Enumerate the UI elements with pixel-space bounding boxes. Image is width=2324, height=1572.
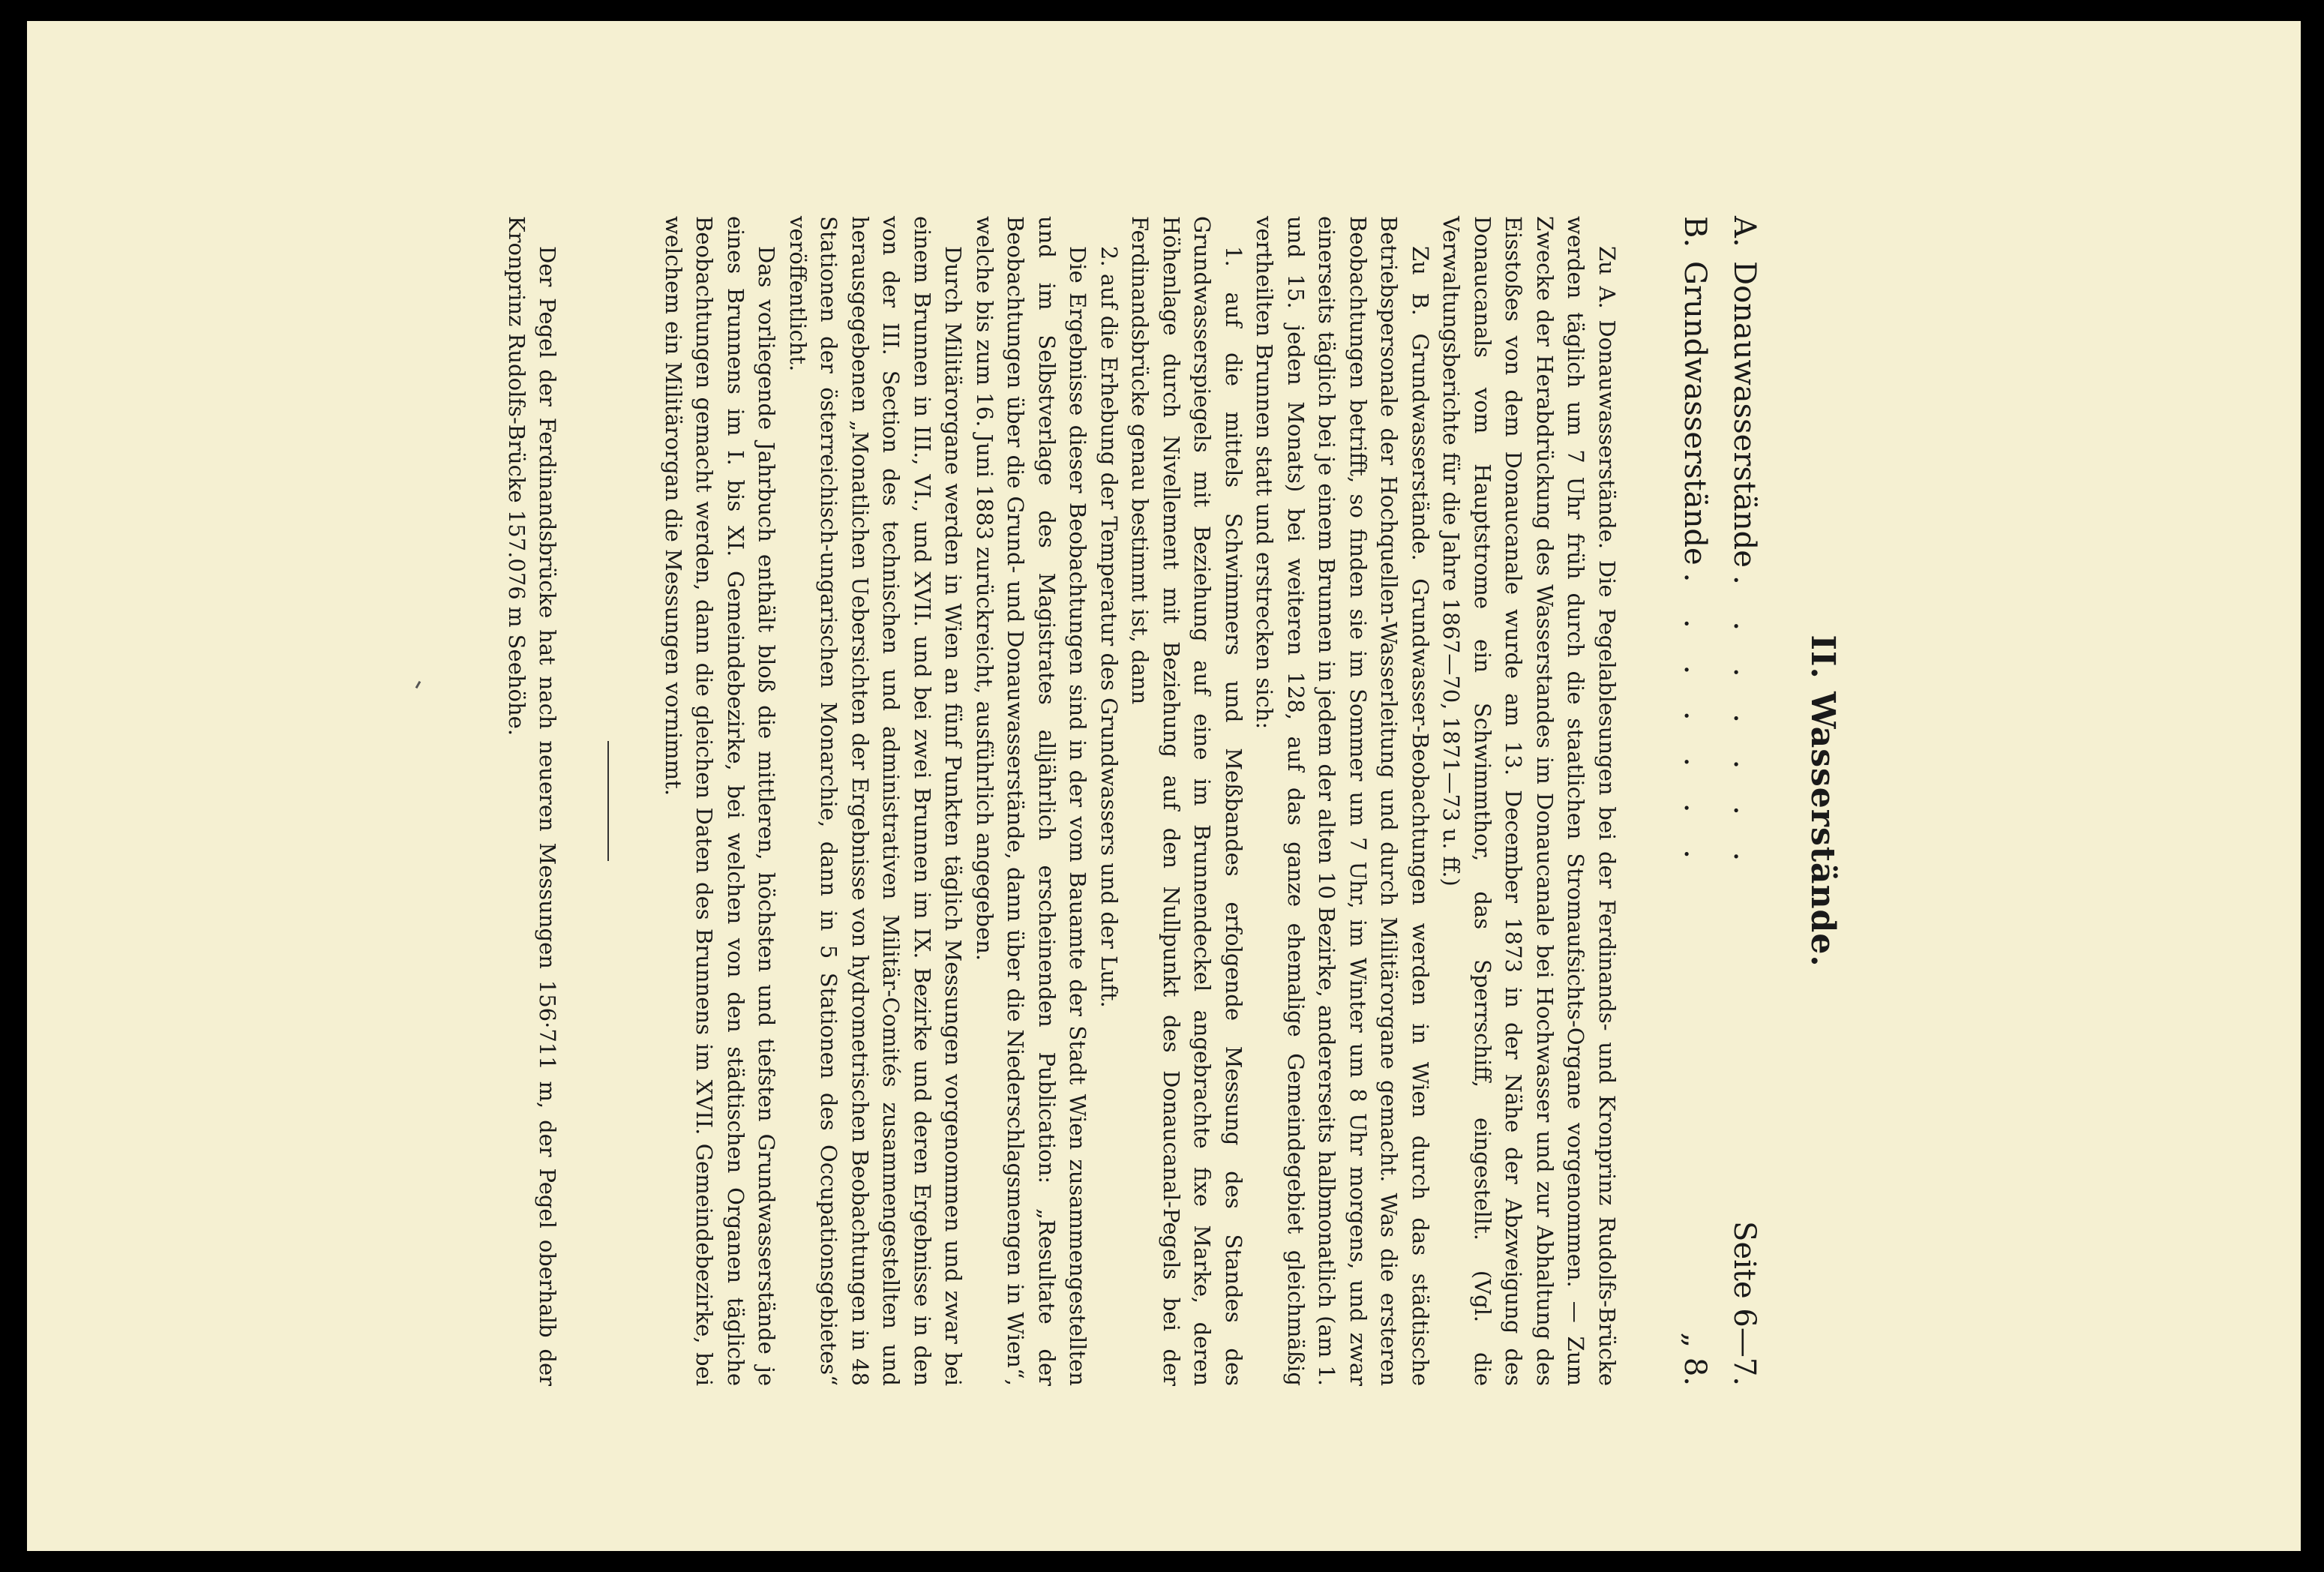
- toc-letter: A.: [1727, 216, 1762, 248]
- toc-title: Donauwasserstände: [1727, 261, 1762, 568]
- toc-dots: . . . . . . .: [1678, 572, 1712, 872]
- toc-page: Seite 6—7.: [1727, 1221, 1762, 1386]
- toc-entry: [1670, 216, 1720, 1386]
- toc-dots: . . . . . . .: [1727, 574, 1762, 875]
- toc-entry: [1720, 216, 1769, 1386]
- paragraph: Zu B. Grundwasserstände. Grundwasser-Beobachtungen werden in Wien durch das städtische Betriebspersonale der Hochquellen-Wasserleitung und durch Militärorgane gemacht. Was die ersteren Beobachtungen betrifft, so finden sie im Sommer um 7 Uhr, im Winter um 8 Uhr morgens, und zwar einerseits täglich bei je einem Brunnen in jedem der alten 10 Bezirke, andererseits halbmonatlich (am 1. und 15. jeden Monats) bei weiteren 128, auf das ganze ehemalige Gemeindegebiet gleichmäßig vertheilten Brunnen statt und erstrecken sich:: [1252, 216, 1433, 1386]
- pencil-mark: [415, 681, 421, 688]
- paragraph: Zu A. Donauwasserstände. Die Pegelablesungen bei der Ferdinands- und Kronprinz Rudolfs-Brücke werden täglich um 7 Uhr früh durch die staatlichen Stromaufsichts-Organe vorgenommen. — Zum Zwecke der Herabdrückung des Wasserstandes im Donaucanale bei Hochwasser und zur Abhaltung des Eisstoßes von dem Donaucanale wurde am 13. December 1873 in der Nähe der Abzweigung des Donaucanals vom Hauptstrome ein Schwimmthor, das Sperrschiff, eingestellt. (Vgl. die Verwaltungsberichte für die Jahre 1867—70, 1871—73 u. ff.): [1438, 216, 1620, 1386]
- list-item: 1. auf die mittels Schwimmers und Meßbandes erfolgende Messung des Standes des Grundwasserspiegels mit Beziehung auf eine im Brunnendeckel angebrachte fixe Marke, deren Höhenlage durch Nivellement mit Beziehung auf den Nullpunkt des Donaucanal-Pegels bei der Ferdinandsbrücke genau bestimmt ist, dann: [1127, 216, 1246, 1386]
- section-heading: II. Wasserstände.: [1804, 634, 1842, 968]
- body-text: [658, 216, 1623, 1386]
- scanned-page: [27, 21, 2301, 1551]
- toc-page: „ 8.: [1678, 1332, 1712, 1386]
- toc-letter: B.: [1678, 216, 1712, 248]
- footnote-divider: [608, 741, 610, 861]
- rotated-content: [477, 216, 1842, 1386]
- paragraph: Durch Militärorgane werden in Wien an fünf Punkten täglich Messungen vorgenommen und zwar bei einem Brunnen in III., VI., und XVII. und bei zwei Brunnen im IX. Bezirke und deren Ergebnisse in den von der III. Section des technischen und administrativen Militär-Comités zusammengestellten und herausgegebenen „Monatlichen Uebersichten der Ergebnisse von hydrometrischen Beobachtungen in 48 Stationen der österreichisch-ungarischen Monarchie, dann in 5 Stationen des Occupationsgebietes“ veröffentlicht.: [785, 216, 967, 1386]
- list-item: 2. auf die Erhebung der Temperatur des Grundwassers und der Luft.: [1096, 246, 1122, 1008]
- paragraph: Die Ergebnisse dieser Beobachtungen sind in der vom Bauamte der Stadt Wien zusammengestellten und im Selbstverlage des Magistrates alljährlich erscheinenden Publication: „Resultate der Beobachtungen über die Grund- und Donauwasserstände, dann über die Niederschlagsmengen in Wien“, welche bis zum 16. Juni 1883 zurückreicht, ausführlich angegeben.: [972, 216, 1091, 1386]
- table-of-contents: [1670, 216, 1769, 1386]
- paragraph: Das vorliegende Jahrbuch enthält bloß die mittleren, höchsten und tiefsten Grundwasserstände je eines Brunnens im I. bis XI. Gemeindebezirke, bei welchen von den städtischen Organen tägliche Beobachtungen gemacht werden, dann die gleichen Daten des Brunnens im XVII. Gemeindebezirke, bei welchem ein Militärorgan die Messungen vornimmt.: [661, 216, 780, 1386]
- toc-title: Grundwasserstände: [1678, 261, 1712, 566]
- footnote: Der Pegel der Ferdinandsbrücke hat nach neueren Messungen 156·711 m, der Pegel oberhalb der Kronprinz Rudolfs-Brücke 157.076 m Seehöhe.: [504, 216, 561, 1386]
